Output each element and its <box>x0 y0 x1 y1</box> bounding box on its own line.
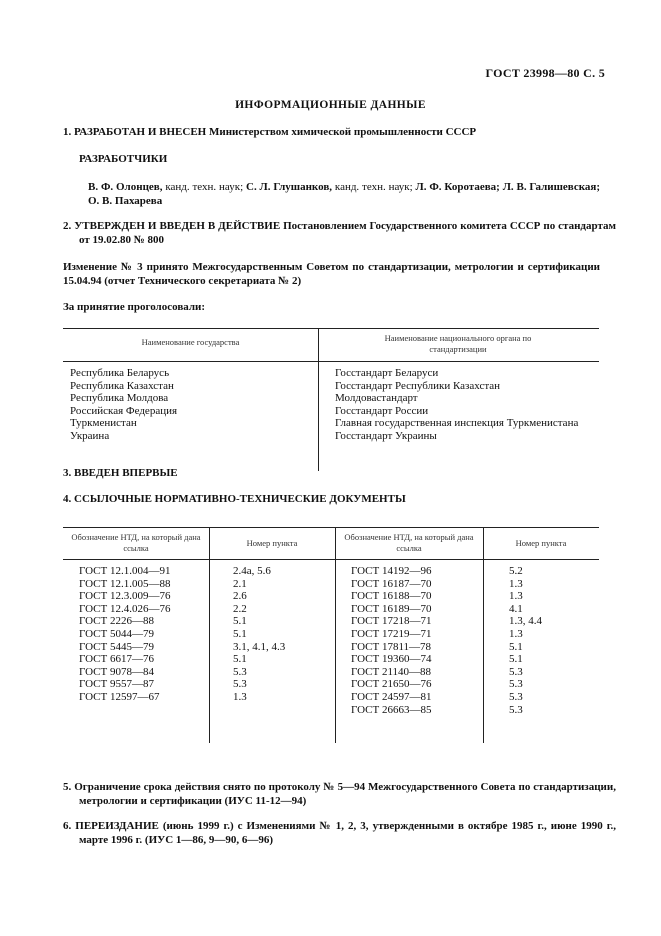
ntd-designation: ГОСТ 24597—81 <box>351 690 432 703</box>
ntd-designation: ГОСТ 16187—70 <box>351 577 432 590</box>
left-ntd-header: Обозначение НТД, на который дана ссылка <box>71 532 201 553</box>
table-rule-top <box>63 527 599 528</box>
ntd-designation: ГОСТ 17811—78 <box>351 640 432 653</box>
ntd-designation: ГОСТ 5044—79 <box>79 627 154 640</box>
item-number: 5.1 <box>509 653 523 666</box>
right-ntd-header: Обозначение НТД, на который дана ссылка <box>344 532 474 553</box>
item-number: 4.1 <box>509 602 523 615</box>
ntd-designation: ГОСТ 12.3.009—76 <box>79 590 171 603</box>
left-docs-column <box>79 565 207 704</box>
item-number: 3.1, 4.1, 4.3 <box>233 640 286 653</box>
state-name: Республика Казахстан <box>70 379 174 392</box>
left-items-column <box>233 565 333 704</box>
section-2-heading: 2. УТВЕРЖДЕН И ВВЕДЕН В ДЕЙСТВИЕ <box>63 220 281 232</box>
item-number: 1.3 <box>233 690 247 703</box>
ntd-designation: ГОСТ 19360—74 <box>351 653 432 666</box>
section-1-heading: 1. РАЗРАБОТАН И ВНЕСЕН <box>63 126 207 138</box>
item-number: 2.4а, 5.6 <box>233 565 271 577</box>
item-number: 5.2 <box>509 565 523 577</box>
section-1 <box>63 125 600 139</box>
ntd-designation: ГОСТ 9557—87 <box>79 678 154 691</box>
section-4: 4. ССЫЛОЧНЫЕ НОРМАТИВНО-ТЕХНИЧЕСКИЕ ДОКУМЕНТЫ <box>63 493 406 505</box>
table-rule-top <box>63 328 599 329</box>
right-items-column <box>509 565 597 716</box>
voted-label: За принятие проголосовали: <box>63 301 206 313</box>
ntd-designation: ГОСТ 17218—71 <box>351 615 432 628</box>
state-name: Республика Беларусь <box>70 367 170 379</box>
section-2 <box>63 219 616 247</box>
item-number: 2.2 <box>233 602 247 615</box>
section-6: 6. ПЕРЕИЗДАНИЕ (июнь 1999 г.) с Изменениями № 1, 2, 3, утвержденными в октябре 1985 г., июне 1990 г., марте 1996 г. (ИУС 1—86, 9—90, 6—96) <box>63 820 616 846</box>
ntd-designation: ГОСТ 14192—96 <box>351 565 432 577</box>
item-number: 1.3, 4.4 <box>509 615 542 628</box>
table-divider <box>318 328 319 361</box>
page-header: ГОСТ 23998—80 С. 5 <box>485 66 605 80</box>
standards-body: Главная государственная инспекция Туркменистана <box>335 417 579 430</box>
developers-heading: РАЗРАБОТЧИКИ <box>79 153 168 165</box>
item-number: 2.6 <box>233 590 247 603</box>
developer-1-title: канд. техн. наук; <box>162 181 246 193</box>
item-number: 5.3 <box>509 690 523 703</box>
item-number: 5.1 <box>233 627 247 640</box>
section-2-text: Постановлением Государственного комитета СССР по стандартам от 19.02.80 № 800 <box>79 220 616 246</box>
developer-2: С. Л. Глушанков, <box>246 181 333 193</box>
document-title: ИНФОРМАЦИОННЫЕ ДАННЫЕ <box>235 99 426 111</box>
ntd-designation: ГОСТ 17219—71 <box>351 627 432 640</box>
ntd-designation: ГОСТ 12.1.005—88 <box>79 577 171 590</box>
change-note: Изменение № 3 принято Межгосударственным Советом по стандартизации, метрологии и сертификации 15.04.94 (отчет Технического секретариата № 2) <box>63 261 600 287</box>
item-number: 1.3 <box>509 577 523 590</box>
ntd-designation: ГОСТ 16188—70 <box>351 590 432 603</box>
section-5: 5. Ограничение срока действия снято по протоколу № 5—94 Межгосударственного Совета по стандартизации, метрологии и сертификации (ИУС 11-12—94) <box>63 781 616 807</box>
standards-body: Госстандарт Беларуси <box>335 367 439 379</box>
state-name: Российская Федерация <box>70 404 178 417</box>
ntd-designation: ГОСТ 5445—79 <box>79 640 154 653</box>
states-col-header: Наименование государства <box>141 337 240 347</box>
item-number: 5.3 <box>509 703 523 716</box>
item-number: 5.3 <box>509 665 523 678</box>
item-number: 5.1 <box>509 640 523 653</box>
developer-2-title: канд. техн. наук; <box>332 181 416 193</box>
state-name: Украина <box>70 429 110 442</box>
item-number: 5.1 <box>233 653 247 666</box>
table-divider <box>483 527 484 743</box>
item-number: 5.3 <box>509 678 523 691</box>
item-number: 5.3 <box>233 665 247 678</box>
item-number: 5.3 <box>233 678 247 691</box>
standards-body: Молдовастандарт <box>335 392 418 405</box>
table-divider <box>318 361 319 471</box>
ntd-designation: ГОСТ 2226—88 <box>79 615 154 628</box>
standards-body: Госстандарт России <box>335 404 429 417</box>
bodies-col-header: Наименование национального органа по стандартизации <box>384 333 532 354</box>
state-name: Республика Молдова <box>70 392 169 405</box>
table-divider <box>209 559 210 743</box>
ntd-designation: ГОСТ 21140—88 <box>351 665 432 678</box>
states-column <box>70 367 315 443</box>
developers-list <box>88 180 600 208</box>
standards-body: Госстандарт Республики Казахстан <box>335 379 501 392</box>
table-divider <box>335 527 336 743</box>
ntd-designation: ГОСТ 16189—70 <box>351 602 432 615</box>
ntd-designation: ГОСТ 12597—67 <box>79 690 160 703</box>
right-docs-column <box>351 565 481 716</box>
developer-3: Л. Ф. Коротаева; Л. В. Галишевская; О. В. Пахарева <box>88 181 600 207</box>
item-number: 1.3 <box>509 627 523 640</box>
item-number: 5.1 <box>233 615 247 628</box>
ntd-designation: ГОСТ 21650—76 <box>351 678 432 691</box>
section-3: 3. ВВЕДЕН ВПЕРВЫЕ <box>63 467 178 479</box>
ntd-designation: ГОСТ 12.1.004—91 <box>79 565 171 577</box>
ntd-designation: ГОСТ 6617—76 <box>79 653 154 666</box>
table-rule-header <box>63 361 599 362</box>
ntd-designation: ГОСТ 12.4.026—76 <box>79 602 171 615</box>
section-1-text: Министерством химической промышленности СССР <box>206 126 477 138</box>
item-number: 2.1 <box>233 577 247 590</box>
ntd-designation: ГОСТ 9078—84 <box>79 665 154 678</box>
ntd-designation: ГОСТ 26663—85 <box>351 703 432 716</box>
state-name: Туркменистан <box>70 417 137 430</box>
table-rule-header <box>63 559 599 560</box>
right-item-header: Номер пункта <box>515 538 567 548</box>
standards-body: Госстандарт Украины <box>335 429 437 442</box>
item-number: 1.3 <box>509 590 523 603</box>
left-item-header: Номер пункта <box>246 538 298 548</box>
developer-1: В. Ф. Олонцев, <box>88 181 163 193</box>
bodies-column <box>335 367 599 443</box>
